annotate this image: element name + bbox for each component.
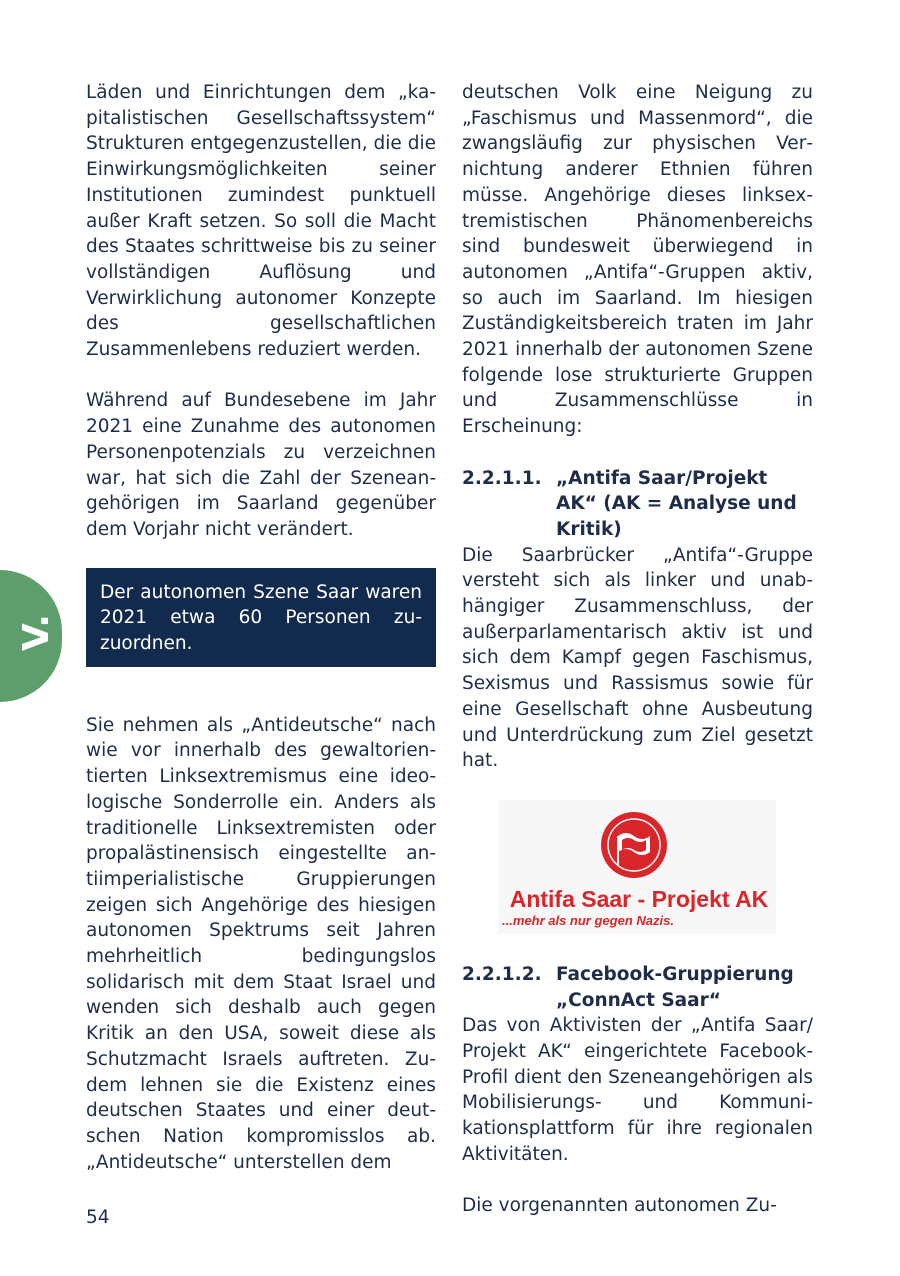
section-title-2: Facebook-Gruppierung „ConnAct Saar“ [556, 963, 794, 1011]
right-paragraph-last: Die vorgenannten autonomen Zu- [462, 1195, 777, 1217]
section-body-2: Das von Aktivisten der „Antifa Saar/ Projekt AK“ eingerichtete Facebook-Profil dient den Szeneangehörigen als Mobilisierungs- und Kommunikationsplattform für ihre regionalen Aktivitäten. [462, 1015, 813, 1165]
page-number: 54 [86, 1207, 110, 1228]
section-title-1: „Antifa Saar/Projekt AK“ (AK = Analyse und Kritik) [556, 467, 797, 540]
section-heading-2 [462, 962, 813, 1013]
left-column [86, 80, 436, 1175]
left-paragraph-2: Während auf Bundesebene im Jahr 2021 eine Zunahme des autonomen Personenpotenzials zu verzeichnen war, hat sich die Zahl der Szeneangehörigen im Saarland gegenüber dem Vorjahr nicht verändert. [86, 390, 436, 540]
chapter-tab [0, 570, 62, 702]
logo-tagline: ...mehr als nur gegen Nazis. [502, 912, 674, 928]
section-body-1: Die Saarbrücker „Antifa“-Gruppe versteht sich als linker und unabhängiger Zusammenschluss, der außerparlamentarisch aktiv ist und sich dem Kampf gegen Faschismus, Sexismus und Rassismus sowie für eine Gesellschaft ohne Ausbeutung und Unterdrückung zum Ziel gesetzt hat. [462, 544, 813, 772]
logo-name: Antifa Saar - Projekt AK [509, 885, 769, 912]
section-heading-1 [462, 466, 813, 543]
right-column [462, 80, 813, 1219]
highlight-box [86, 568, 436, 667]
section-number-1: 2.2.1.1. [462, 467, 542, 489]
antifa-logo [498, 800, 776, 934]
section-number-2: 2.2.1.2. [462, 963, 542, 985]
left-paragraph-3: Sie nehmen als „Antideutsche“ nach wie vor innerhalb des gewaltorientierten Linksextremismus eine ideologische Sonderrolle ein. Anders als traditionelle Linksextremisten oder propalästinensisch eingestellte antiimperialistische Gruppierungen zeigen sich Angehörige des hiesigen autonomen Spektrums seit Jahren mehrheitlich bedingungslos solidarisch mit dem Staat Israel und wenden sich deshalb auch gegen Kritik an den USA, soweit diese als Schutzmacht Israels auftreten. Zudem lehnen sie die Existenz eines deutschen Staates und einer deutschen Nation kompromisslos ab. „Antideutsche“ unterstellen dem [86, 714, 436, 1173]
right-paragraph-1: deutschen Volk eine Neigung zu „Faschismus und Massenmord“, die zwangsläufig zur physischen Vernichtung anderer Ethnien führen müsse. Angehörige dieses linksextremistischen Phänomenbereichs sind bundesweit überwiegend in autonomen „Antifa“-Gruppen aktiv, so auch im Saarland. Im hiesigen Zuständigkeitsbereich traten im Jahr 2021 innerhalb der autonomen Szene folgende lose strukturierte Gruppen und Zusammenschlüsse in Erscheinung: [462, 82, 813, 438]
chapter-tab-label: V. [15, 614, 57, 651]
left-paragraph-1: Läden und Einrichtungen dem „kapitalistischen Gesellschaftssystem“ Strukturen entgegenzustellen, die die Einwirkungsmöglichkeiten seiner Institutionen zumindest punktuell außer Kraft setzen. So soll die Macht des Staates schrittweise bis zu seiner vollständigen Auflösung und Verwirklichung autonomer Konzepte des gesellschaftlichen Zusammenlebens reduziert werden. [86, 82, 436, 361]
highlight-text: Der autonomen Szene Saar waren 2021 etwa 60 Personen zuzuordnen. [100, 581, 422, 655]
